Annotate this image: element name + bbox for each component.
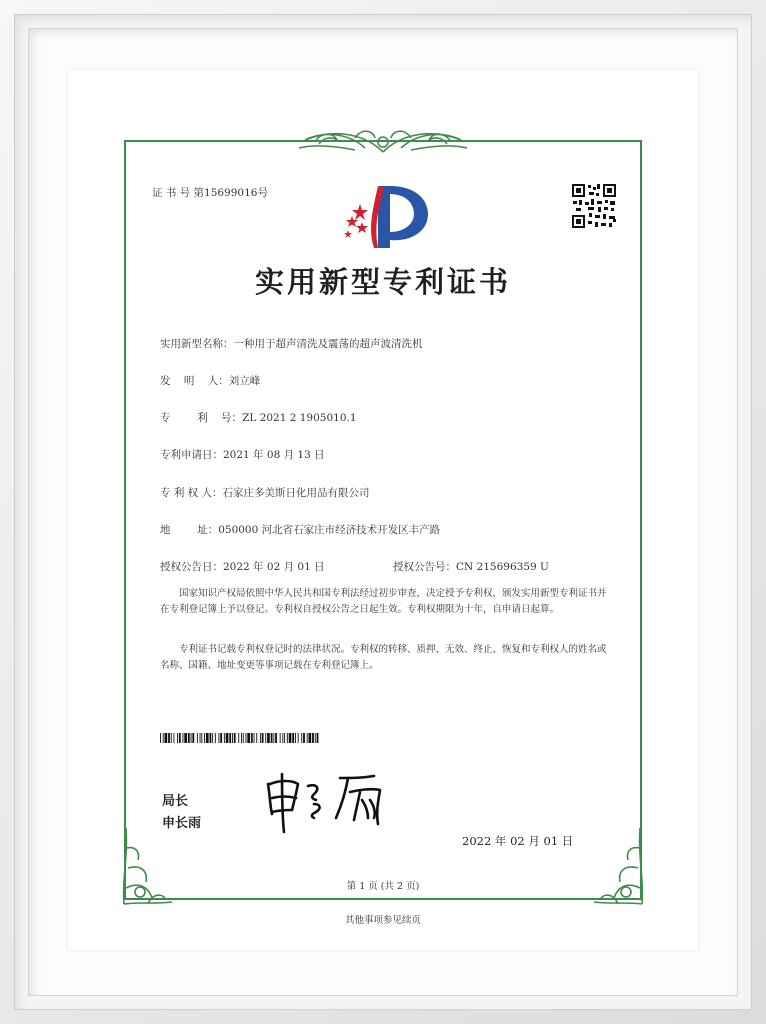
address-value: 050000 河北省石家庄市经济技术开发区丰产路 — [218, 524, 441, 536]
continuation-note: 其他事项参见续页 — [344, 915, 421, 926]
director-title: 局长 — [162, 794, 189, 809]
address-label: 地 址： — [160, 524, 219, 536]
qr-code-icon — [571, 183, 617, 229]
inventor-value: 刘立峰 — [228, 375, 261, 387]
utility-model-name-label: 实用新型名称： — [160, 338, 234, 350]
grant-announcement-date-value: 2022 年 02 月 01 日 — [223, 561, 325, 573]
utility-model-name-value: 一种用于超声清洗及震荡的超声波清洗机 — [233, 338, 423, 350]
certificate-number: 证 书 号 第15699016号 — [152, 187, 268, 199]
filing-date-row — [160, 447, 325, 462]
grant-announcement-number-value: CN 215696359 U — [456, 561, 549, 573]
filing-date-value: 2021 年 08 月 13 日 — [223, 449, 325, 461]
barcode-icon — [160, 733, 320, 743]
address-row — [160, 522, 440, 537]
page-indicator: 第 1 页 (共 2 页) — [346, 881, 420, 892]
bottom-left-ornament-icon — [118, 818, 176, 908]
inventor-row — [160, 373, 260, 388]
grant-announcement-number-label: 授权公告号： — [393, 561, 456, 573]
patent-number-value: ZL 2021 2 1905010.1 — [242, 412, 357, 424]
patent-number-row — [160, 410, 357, 425]
cnipa-logo-icon — [338, 182, 430, 252]
legal-paragraph-2: 专利证书记载专利权登记时的法律状况。专利权的转移、质押、无效、终止、恢复和专利权人的姓名或名称、国籍、地址变更等事项记载在专利登记簿上。 — [160, 644, 607, 671]
grant-announcement-number-row — [393, 559, 549, 574]
handwritten-signature-icon — [262, 770, 394, 836]
inventor-label: 发 明 人： — [160, 375, 229, 387]
legal-paragraph-1: 国家知识产权局依照中华人民共和国专利法经过初步审查，决定授予专利权，颁发实用新型专利证书并在专利登记簿上予以登记。专利权自授权公告之日起生效。专利权期限为十年，自申请日起算。 — [160, 588, 607, 615]
bottom-right-ornament-icon — [590, 818, 648, 908]
filing-date-label: 专利申请日： — [160, 449, 223, 461]
signature-date: 2022 年 02 月 01 日 — [462, 834, 574, 848]
patentee-label: 专 利 权 人： — [160, 487, 223, 499]
grant-announcement-date-row — [160, 559, 325, 574]
patent-number-label: 专 利 号： — [160, 412, 243, 424]
grant-announcement-date-label: 授权公告日： — [160, 561, 223, 573]
top-ornament-icon — [295, 124, 471, 158]
director-name: 申长雨 — [162, 816, 202, 831]
patentee-value: 石家庄多美斯日化用品有限公司 — [222, 487, 370, 499]
certificate-title: 实用新型专利证书 — [254, 265, 511, 299]
utility-model-name-row — [160, 336, 423, 351]
patentee-row — [160, 485, 370, 500]
